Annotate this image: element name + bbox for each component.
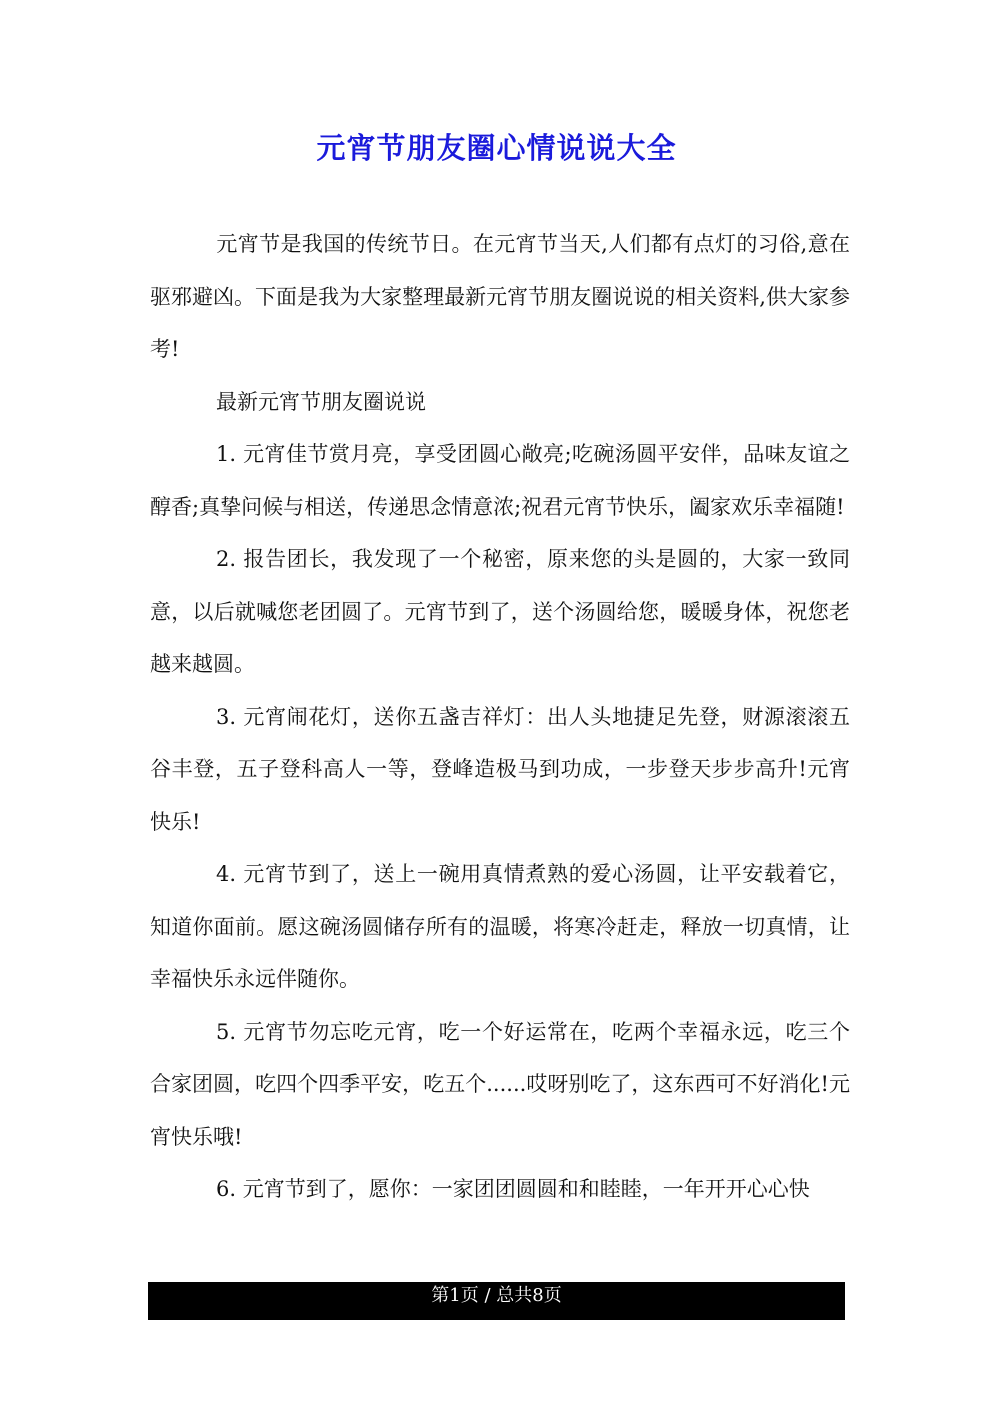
intro-paragraph: 元宵节是我国的传统节日。在元宵节当天,人们都有点灯的习俗,意在驱邪避凶。下面是我为大家整理最新元宵节朋友圈说说的相关资料,供大家参考! xyxy=(150,232,850,361)
document-body xyxy=(150,218,850,1216)
page-footer-bar xyxy=(148,1282,845,1320)
section-heading: 最新元宵节朋友圈说说 xyxy=(216,389,426,414)
list-item-5: 5. 元宵节勿忘吃元宵，吃一个好运常在，吃两个幸福永远，吃三个合家团圆，吃四个四季平安，吃五个......哎呀别吃了，这东西可不好消化!元宵快乐哦! xyxy=(150,1019,850,1149)
list-item-3: 3. 元宵闹花灯，送你五盏吉祥灯：出人头地捷足先登，财源滚滚五谷丰登，五子登科高人一等，登峰造极马到功成，一步登天步步高升!元宵快乐! xyxy=(150,704,850,834)
list-item-1: 1. 元宵佳节赏月亮，享受团圆心敞亮;吃碗汤圆平安伴，品味友谊之醇香;真挚问候与相送，传递思念情意浓;祝君元宵节快乐，阖家欢乐幸福随! xyxy=(150,442,850,519)
list-item-6: 6. 元宵节到了，愿你：一家团团圆圆和和睦睦，一年开开心心快 xyxy=(216,1177,810,1201)
page-indicator: 第1页 / 总共8页 xyxy=(431,1285,562,1306)
list-item-4: 4. 元宵节到了，送上一碗用真情煮熟的爱心汤圆，让平安载着它，知道你面前。愿这碗汤圆储存所有的温暖，将寒冷赶走，释放一切真情，让幸福快乐永远伴随你。 xyxy=(150,862,850,991)
document-title: 元宵节朋友圈心情说说大全 xyxy=(316,131,677,165)
list-item-2: 2. 报告团长，我发现了一个秘密，原来您的头是圆的，大家一致同意，以后就喊您老团圆了。元宵节到了，送个汤圆给您，暖暖身体，祝您老越来越圆。 xyxy=(150,547,850,676)
